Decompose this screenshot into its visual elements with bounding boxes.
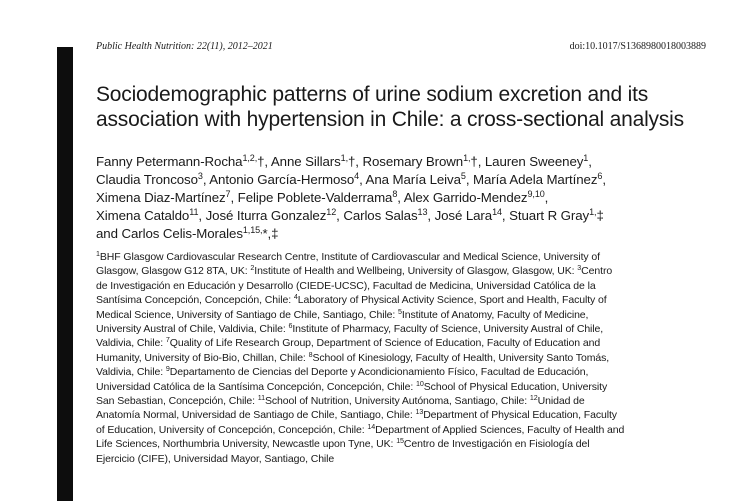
affiliation-marker: 8 xyxy=(392,189,398,200)
text-run: †, Anne Sillars xyxy=(257,154,341,169)
affiliation-line xyxy=(96,308,716,322)
running-header xyxy=(96,41,706,57)
author-line xyxy=(96,225,716,243)
affiliation-line xyxy=(96,423,716,437)
text-run: Ejercicio (CIFE), Universidad Mayor, Santiago, Chile xyxy=(96,452,335,465)
affiliation-marker: 3 xyxy=(577,264,582,273)
affiliation-line xyxy=(96,250,716,264)
text-run: de Investigación en Educación y Desarrollo (CIEDE-UCSC), Facultad de Medicina, Universidad Católica de la xyxy=(96,279,596,292)
author-line xyxy=(96,189,716,207)
text-run: , José Iturra Gonzalez xyxy=(198,208,327,223)
affiliation-marker: 1, xyxy=(589,207,597,218)
affiliation-marker: 1,2, xyxy=(242,153,258,164)
affiliation-line xyxy=(96,293,716,307)
affiliation-line xyxy=(96,394,716,408)
text-run: Centro xyxy=(581,265,613,278)
affiliation-line xyxy=(96,279,716,293)
text-run: Fanny Petermann-Rocha xyxy=(96,154,243,169)
text-run: , Antonio García-Hermoso xyxy=(202,172,355,187)
text-run: Institute of Pharmacy, Faculty of Science, University Austral of Chile, xyxy=(292,323,604,336)
affiliation-marker: 12 xyxy=(529,394,538,403)
text-run: Life Sciences, Northumbria University, Newcastle upon Tyne, UK: xyxy=(96,438,397,451)
affiliation-marker: 4 xyxy=(354,171,360,182)
affiliation-marker: 1,15, xyxy=(242,225,263,236)
affiliation-marker: 14 xyxy=(367,422,376,431)
affiliation-marker: 1, xyxy=(463,153,471,164)
text-run: Departamento de Ciencias del Deporte y Acondicionamiento Físico, Facultad de Educación, xyxy=(169,366,589,379)
text-run: ‡ xyxy=(596,208,604,223)
title-line: association with hypertension in Chile: a cross-sectional analysis xyxy=(96,108,684,131)
affiliation-marker: 8 xyxy=(308,350,313,359)
text-run: , Stuart R Gray xyxy=(501,208,590,223)
text-run: Claudia Troncoso xyxy=(96,172,198,187)
text-run: Valdivia, Chile: xyxy=(96,337,166,350)
text-run: Quality of Life Research Group, Department of Science of Education, Faculty of Education and xyxy=(169,337,601,350)
text-run: Ximena Cataldo xyxy=(96,208,190,223)
affiliations-block xyxy=(96,250,716,466)
text-run: Institute of Health and Wellbeing, University of Glasgow, Glasgow, UK: xyxy=(254,265,578,278)
affiliation-marker: 11 xyxy=(189,207,199,218)
affiliation-line xyxy=(96,351,716,365)
author-line xyxy=(96,171,716,189)
text-run: San Sebastian, Concepción, Chile: xyxy=(96,395,258,408)
affiliation-marker: 5 xyxy=(460,171,466,182)
affiliation-line xyxy=(96,264,716,278)
text-run: and Carlos Celis-Morales xyxy=(96,226,243,241)
affiliation-marker: 9,10 xyxy=(527,189,545,200)
affiliation-marker: 14 xyxy=(492,207,502,218)
text-run: †, Rosemary Brown xyxy=(348,154,464,169)
affiliation-marker: 7 xyxy=(165,336,170,345)
text-run: Santísima Concepción, Concepción, Chile: xyxy=(96,294,294,307)
text-run: Glasgow, Glasgow G12 8TA, UK: xyxy=(96,265,251,278)
text-run: Centro de Investigación en Fisiología del xyxy=(403,438,590,451)
text-run: , María Adela Martínez xyxy=(465,172,598,187)
text-run: School of Kinesiology, Faculty of Health, University Santo Tomás, xyxy=(312,351,610,364)
doi-link[interactable]: doi:10.1017/S1368980018003889 xyxy=(569,41,706,52)
text-run: , Ana María Leiva xyxy=(359,172,461,187)
text-run: Institute of Anatomy, Faculty of Medicine, xyxy=(401,308,589,321)
author-list xyxy=(96,153,716,243)
affiliation-marker: 13 xyxy=(417,207,428,218)
affiliation-marker: 4 xyxy=(293,293,298,302)
affiliation-line xyxy=(96,437,716,451)
text-run: , Felipe Poblete-Valderrama xyxy=(230,190,393,205)
article-title xyxy=(96,82,716,132)
affiliation-marker: 7 xyxy=(225,189,231,200)
affiliation-marker: 6 xyxy=(597,171,603,182)
affiliation-marker: 1 xyxy=(583,153,589,164)
text-run: of Education, University of Concepción, Concepción, Chile: xyxy=(96,423,368,436)
text-run: , xyxy=(588,154,592,169)
page-margin-bar xyxy=(57,47,73,501)
affiliation-marker: 11 xyxy=(257,394,265,403)
affiliation-marker: 10 xyxy=(416,379,424,388)
affiliation-marker: 1, xyxy=(340,153,348,164)
affiliation-marker: 1 xyxy=(96,250,100,259)
affiliation-marker: 9 xyxy=(165,365,170,374)
text-run: Humanity, University of Bio-Bio, Chillan, Chile: xyxy=(96,351,309,364)
text-run: University Austral of Chile, Valdivia, Chile: xyxy=(96,323,289,336)
affiliation-marker: 3 xyxy=(197,171,203,182)
affiliation-line xyxy=(96,322,716,336)
text-run: , xyxy=(602,172,606,187)
text-run: , Carlos Salas xyxy=(336,208,418,223)
text-run: †, Lauren Sweeney xyxy=(470,154,584,169)
text-run: Department of Physical Education, Faculty xyxy=(423,409,617,422)
affiliation-marker: 13 xyxy=(415,408,424,417)
author-line xyxy=(96,207,716,225)
affiliation-marker: 12 xyxy=(326,207,337,218)
text-run: Department of Applied Sciences, Faculty of Health and xyxy=(375,423,625,436)
affiliation-line xyxy=(96,408,716,422)
affiliation-marker: 6 xyxy=(288,322,293,331)
affiliation-line xyxy=(96,452,716,466)
affiliation-line xyxy=(96,336,716,350)
text-run: Universidad Católica de la Santísima Concepción, Concepción, Chile: xyxy=(96,380,417,393)
affiliation-marker: 5 xyxy=(398,307,402,316)
affiliation-marker: 15 xyxy=(396,437,404,446)
affiliation-marker: 2 xyxy=(250,264,255,273)
text-run: Ximena Diaz-Martínez xyxy=(96,190,226,205)
text-run: , Alex Garrido-Mendez xyxy=(397,190,528,205)
text-run: Medical Science, University of Santiago de Chile, Santiago, Chile: xyxy=(96,308,399,321)
text-run: *,‡ xyxy=(262,226,279,241)
author-line xyxy=(96,153,716,171)
text-run: Valdivia, Chile: xyxy=(96,366,166,379)
text-run: BHF Glasgow Cardiovascular Research Centre, Institute of Cardiovascular and Medical Science, University of xyxy=(99,251,600,263)
affiliation-line xyxy=(96,365,716,379)
text-run: , José Lara xyxy=(427,208,493,223)
text-run: Anatomía Normal, Universidad de Santiago de Chile, Santiago, Chile: xyxy=(96,409,416,422)
text-run: , xyxy=(544,190,549,205)
affiliation-line xyxy=(96,380,716,394)
text-run: Unidad de xyxy=(537,395,585,408)
title-line: Sociodemographic patterns of urine sodium excretion and its xyxy=(96,83,649,106)
text-run: Laboratory of Physical Activity Science, Sport and Health, Faculty of xyxy=(297,294,607,307)
text-run: School of Physical Education, University xyxy=(423,380,608,393)
journal-citation: Public Health Nutrition: 22(11), 2012–2021 xyxy=(96,41,273,52)
text-run: School of Nutrition, University Autónoma, Santiago, Chile: xyxy=(265,395,530,408)
